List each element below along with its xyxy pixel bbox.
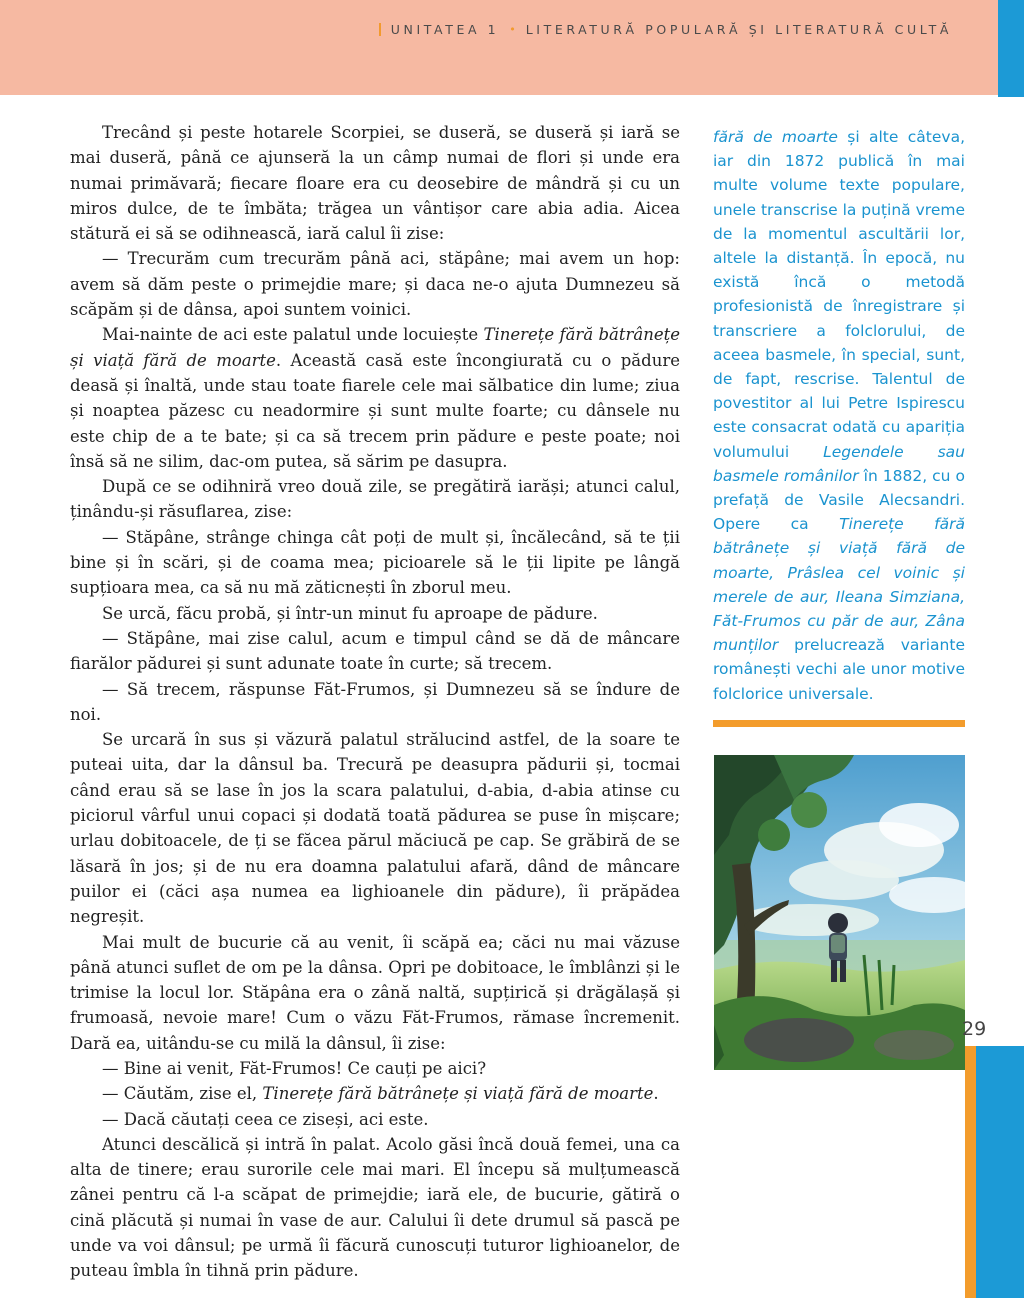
paragraph: — Trecurăm cum trecurăm până aci, stăpâne; mai avem un hop: avem să dăm peste o primejdie mare; și daca ne-o ajuta Dumnezeu să scăpăm și de dânsa, apoi suntem voinici. <box>70 249 680 320</box>
paragraph: Atunci descălică și intră în palat. Acolo găsi încă două femei, una ca alta de tinere; erau surorile cele mai mari. El începu să mulțumească zânei pentru că l-a scăpat de primejdie; iară ele, de bucurie, gătiră o cină plăcută și numai în vase de aur. Calului îi dete drumul să pască pe unde va voi dânsul; pe urmă îi făcură cunoscuți tuturor lighioanelor, de puteau îmbla în tihnă prin pădure. <box>70 1134 680 1281</box>
header-accent-strip <box>998 0 1024 97</box>
sidebar-divider <box>713 720 965 727</box>
running-head <box>379 22 952 37</box>
paragraph: — Să trecem, răspunse Făt-Frumos, și Dumnezeu să se îndure de noi. <box>70 679 680 724</box>
story-text <box>70 120 680 1284</box>
footer-accent-orange <box>965 1046 976 1298</box>
story-illustration <box>714 755 965 1070</box>
bullet-icon: • <box>509 23 516 36</box>
unit-label: UNITATEA 1 <box>390 22 500 37</box>
paragraph: — Dacă căutați ceea ce ziseși, aci este. <box>102 1109 429 1129</box>
paragraph: Mai mult de bucurie că au venit, îi scăpă ea; căci nu mai văzuse până atunci suflet de om pe la dânsa. Opri pe dobitoace, le îmblânzi și le trimise la locul lor. Stăpâna era o zână naltă, supțirică și drăgălașă și frumoasă, nevoie mare! Cum o văzu Făt-Frumos, rămase încremenit. Dară ea, uitându-se cu milă la dânsul, îi zise: <box>70 932 680 1053</box>
header-bar-icon <box>379 23 381 36</box>
note-italic: Tinerețe fără bătrânețe și viață fără de moarte, Prâslea cel voinic și merele de aur, Ileana Simziana, Făt-Frumos cu păr de aur, Zâna munților <box>713 515 965 655</box>
note-text: prelucrează variante românești vechi ale unor motive folclorice universale. <box>713 636 965 703</box>
landscape-illustration-icon <box>714 755 965 1070</box>
title-run: Tinerețe fără bătrânețe și viață fără de moarte <box>70 325 681 370</box>
paragraph: Se urcă, făcu probă, și într-un minut fu aproape de pădure. <box>102 603 598 623</box>
paragraph <box>70 322 680 474</box>
note-italic: fără de moarte <box>713 128 838 146</box>
paragraph: — Stăpâne, mai zise calul, acum e timpul când se dă de mâncare fiarălor pădurei și sunt adunate toate în curte; să trecem. <box>70 628 680 674</box>
note-italic: Legendele sau basmele românilor <box>713 442 965 485</box>
page-header <box>0 0 998 95</box>
text-run: . Această casă este încongiurată cu o pădure deasă și înaltă, unde stau toate fiarele cele mai sălbatice din lume; ziua și noaptea păzesc cu neadormire și sunt multe foarte; cu dânsele nu este chip de a te bate; și ca să trecem prin pădure e peste poate; noi însă să ne silim, dac-om putea, să sărim pe dasupra. <box>70 350 680 471</box>
page-number: 29 <box>962 1018 987 1040</box>
note-text: și alte câteva, iar din 1872 publică în mai multe volume texte populare, unele transcrise la puțină vreme de la momentul ascultării lor, altele la distanță. În epocă, nu există încă o metodă profesionistă de înregistrare și transcriere a folclorului, de aceea basmele, în special, sunt, de fapt, rescrise. Talentul de povestitor al lui Petre Ispirescu este consacrat odată cu apariția volumului <box>713 128 965 461</box>
paragraph: — Stăpâne, strânge chinga cât poți de mult și, încălecând, să te ții bine și în scări, și de coama mea; picioarele să le ții lipite pe lângă supțioara mea, ca să nu mă zăticnești în zborul meu. <box>70 527 680 598</box>
text-run: — Căutăm, zise el, <box>102 1084 263 1104</box>
note-text: în 1882, cu o prefață de Vasile Alecsandri. Opere ca <box>713 466 965 534</box>
title-run: Tinerețe fără bătrânețe și viață fără de moarte <box>262 1084 654 1104</box>
text-run: . <box>653 1084 659 1104</box>
paragraph: Se urcară în sus și văzură palatul strălucind astfel, de la soare te puteai uita, dar la dânsul ba. Trecură pe deasupra pădurii și, tocmai când erau să se lase în jos la scara palatului, d-abia, d-abia atinse cu piciorul vârful unui copaci și dodată toată pădurea se puse în mișcare; urlau dobitoacele, de ți se făcea părul măciucă pe cap. Se grăbiră de se lăsară în jos; și de nu era doamna palatului afară, dând de mâncare puilor ei (căci așa numea ea lighioanele din pădure), îi prăpădea negreșit. <box>70 730 680 927</box>
section-label: LITERATURĂ POPULARĂ ȘI LITERATURĂ CULTĂ <box>525 22 952 37</box>
paragraph <box>70 1081 680 1106</box>
text-run: Mai-nainte de aci este palatul unde locuiește <box>102 325 484 345</box>
paragraph: După ce se odihniră vreo două zile, se pregătiră iarăși; atunci calul, ținându-și răsuflarea, zise: <box>70 477 680 522</box>
paragraph: — Bine ai venit, Făt-Frumos! Ce cauți pe aici? <box>102 1058 487 1078</box>
paragraph: Trecând și peste hotarele Scorpiei, se duseră, se duseră și iară se mai duseră, până ce ajunseră la un câmp numai de flori și unde era numai primăvară; fiecare floare era cu deosebire de mândră și cu un miros dulce, de te îmbăta; trăgea un vântișor care abia adia. Aicea stătură ei să se odihnească, iară calul îi zise: <box>70 123 680 244</box>
sidebar-note <box>713 125 965 706</box>
footer-accent-blue <box>976 1046 1024 1298</box>
